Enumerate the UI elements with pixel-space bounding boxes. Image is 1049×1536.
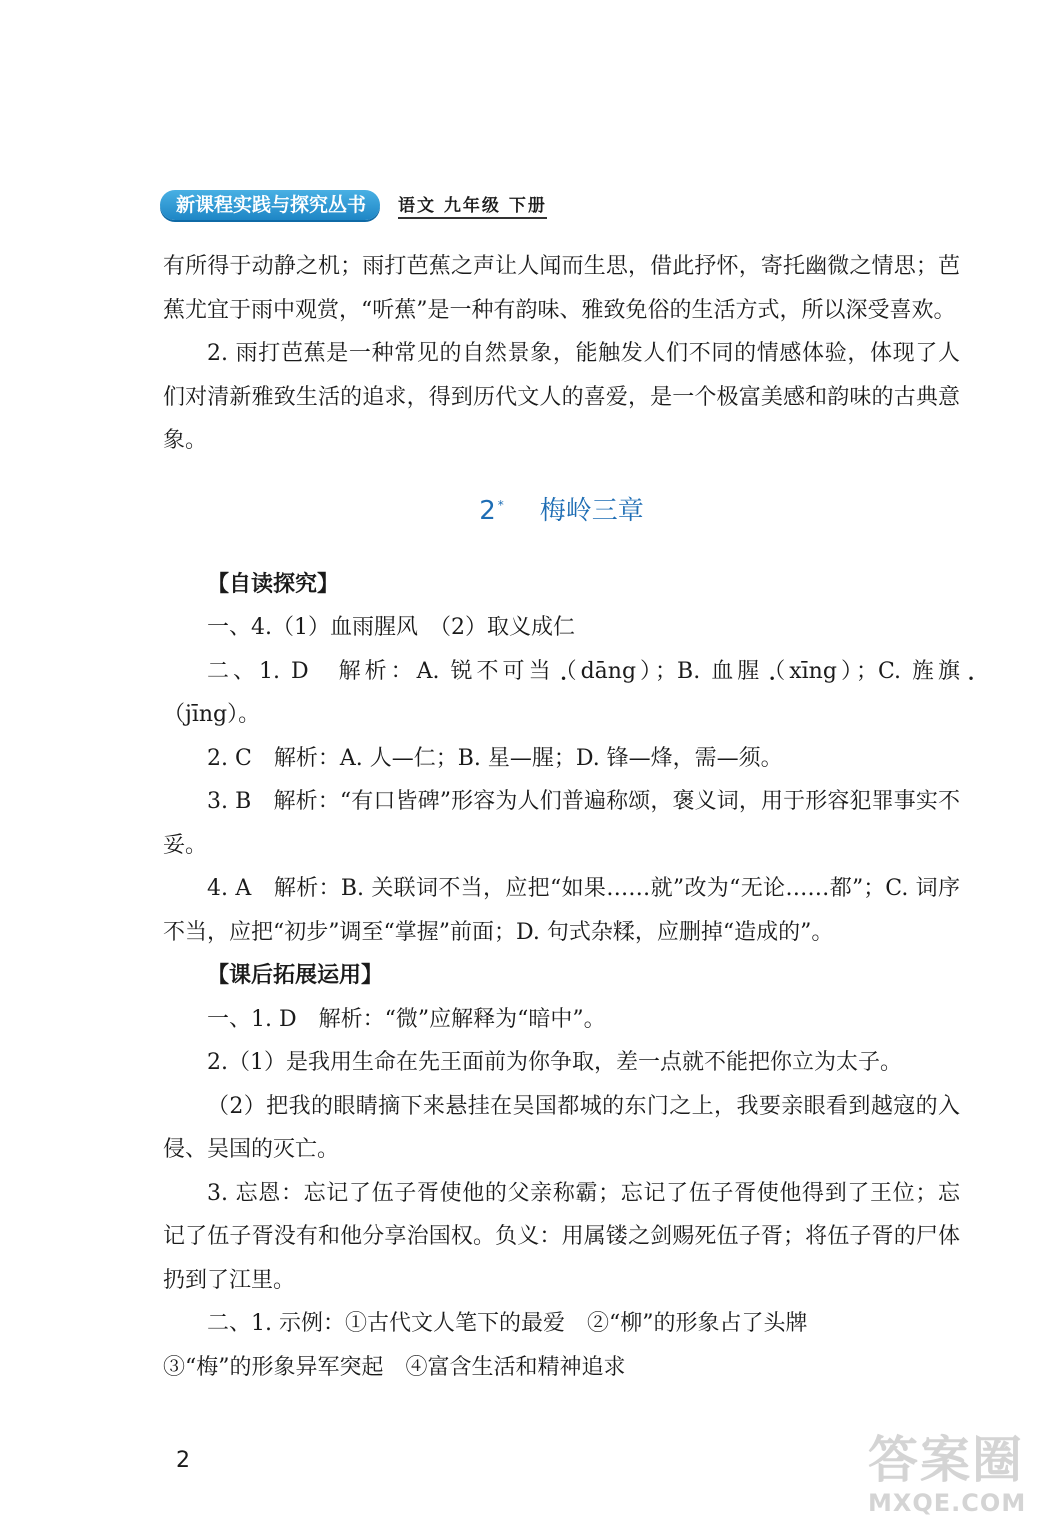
paragraph-continued: 有所得于动静之机；雨打芭蕉之声让人闻而生思，借此抒怀，寄托幽微之情思；芭蕉尤宜于雨中观赏，“听蕉”是一种有韵味、雅致免俗的生活方式，所以深受喜欢。 [163,254,960,323]
paragraph-answer-2: 2. 雨打芭蕉是一种常见的自然景象，能触发人们不同的情感体验，体现了人们对清新雅致生活的追求，得到历代文人的喜爱，是一个极富美感和韵味的古典意象。 [163,341,960,453]
answer-line: 2.（1）是我用生命在先王面前为你争取，差一点就不能把你立为太子。 [207,1050,902,1075]
heading-extension: 【课后拓展运用】 [207,963,384,988]
watermark-url: MXQE.COM [868,1489,1027,1517]
section-number: 2 [479,495,496,526]
watermark [868,1432,1040,1528]
heading-self-study: 【自读探究】 [207,571,340,597]
page-header [160,190,547,220]
page-content [163,245,960,1389]
answer-line: 一、1. D 解析：“微”应解释为“暗中”。 [207,1006,606,1032]
answer-line: 3. B 解析：“有口皆碑”形容为人们普遍称颂，褒义词，用于形容犯罪事实不妥。 [163,789,960,858]
dotted-char: 旗 [938,658,961,684]
answer-line-pinyin: 二、1. D 解析：A. 锐不可当（dāng）；B. 血腥（xīng）；C. 旌旗（jīng）。 [163,658,961,727]
watermark-logo: 答案圈 [868,1431,1024,1489]
series-badge: 新课程实践与探究丛书 [160,190,380,220]
answer-line: 2. C 解析：A. 人—仁；B. 星—腥；D. 锋—烽，需—须。 [207,745,783,771]
book-info: 语文 九年级 下册 [398,191,547,219]
section-name: 梅岭三章 [539,495,644,526]
section-star: * [497,497,504,512]
answer-line: ③“梅”的形象异军突起 ④富含生活和精神追求 [163,1354,626,1380]
answer-line: （2）把我的眼睛摘下来悬挂在吴国都城的东门之上，我要亲眼看到越寇的入侵、吴国的灭亡。 [163,1093,960,1162]
page-number: 2 [176,1448,190,1473]
answer-line: 4. A 解析：B. 关联词不当，应把“如果……就”改为“无论……都”；C. 词序不当，应把“初步”调至“掌握”前面；D. 句式杂糅，应删掉“造成的”。 [163,876,960,945]
section-title [163,491,960,531]
dotted-char: 腥 [737,658,764,684]
answer-line: 二、1. 示例：①古代文人笔下的最爱 ②“柳”的形象占了头牌 [207,1311,808,1336]
answer-line: 3. 忘恩：忘记了伍子胥使他的父亲称霸；忘记了伍子胥使他得到了王位；忘记了伍子胥没有和他分享治国权。负义：用属镂之剑赐死伍子胥；将伍子胥的尸体扔到了江里。 [163,1180,960,1293]
dotted-char: 当 [528,658,555,684]
answer-line: 一、4.（1）血雨腥风 （2）取义成仁 [207,615,575,640]
